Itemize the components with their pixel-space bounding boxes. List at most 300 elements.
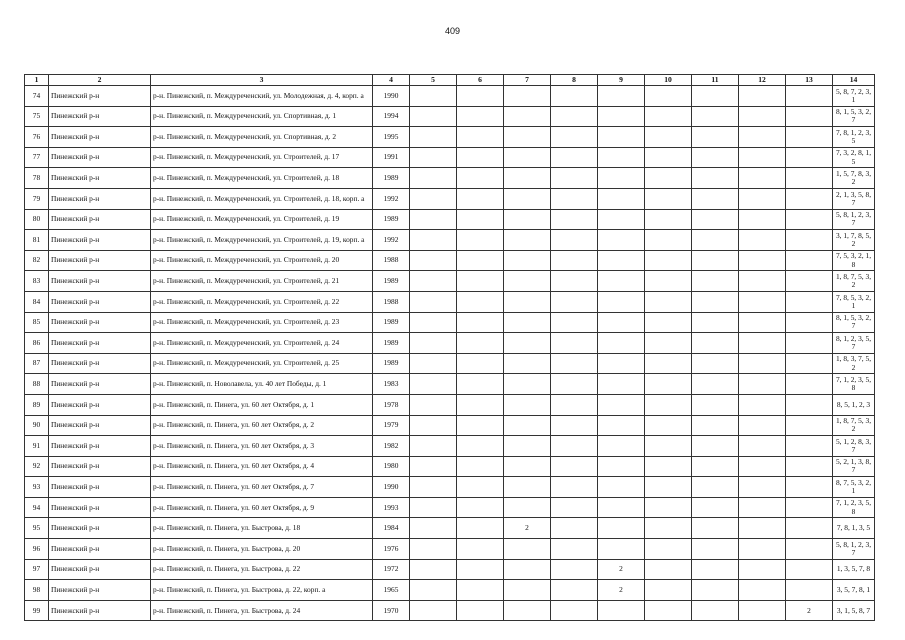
address-cell: р-н. Пинежский, п. Пинега, ул. 60 лет Октября, д. 9: [151, 497, 373, 518]
col-5-cell: [410, 106, 457, 127]
row-number-cell: 98: [25, 580, 49, 601]
col-8-cell: [551, 333, 598, 354]
col-10-cell: [645, 456, 692, 477]
col-10-cell: [645, 436, 692, 457]
district-cell: Пинежский р-н: [49, 415, 151, 436]
col-11-cell: [692, 291, 739, 312]
col-7-cell: [504, 127, 551, 148]
col-13-cell: [786, 271, 833, 292]
col-6-cell: [457, 456, 504, 477]
row-number-cell: 85: [25, 312, 49, 333]
row-number-cell: 99: [25, 600, 49, 621]
col-6-cell: [457, 539, 504, 560]
col-11-cell: [692, 374, 739, 395]
address-cell: р-н. Пинежский, п. Пинега, ул. Быстрова, д. 22, корп. а: [151, 580, 373, 601]
col-12-cell: [739, 374, 786, 395]
district-cell: Пинежский р-н: [49, 312, 151, 333]
col-11-cell: [692, 394, 739, 415]
col-10-cell: [645, 209, 692, 230]
col-14-cell: 5, 8, 1, 2, 3, 7: [833, 539, 875, 560]
col-9-cell: [598, 127, 645, 148]
col-10-cell: [645, 559, 692, 580]
column-header: 13: [786, 75, 833, 86]
year-cell: 1989: [373, 271, 410, 292]
col-9-cell: [598, 168, 645, 189]
col-12-cell: [739, 271, 786, 292]
col-5-cell: [410, 86, 457, 107]
table-body: [25, 86, 875, 621]
col-10-cell: [645, 394, 692, 415]
district-cell: Пинежский р-н: [49, 456, 151, 477]
year-cell: 1983: [373, 374, 410, 395]
col-9-cell: [598, 106, 645, 127]
year-cell: 1994: [373, 106, 410, 127]
col-8-cell: [551, 209, 598, 230]
column-header: 4: [373, 75, 410, 86]
col-9-cell: [598, 271, 645, 292]
col-7-cell: [504, 559, 551, 580]
col-10-cell: [645, 477, 692, 498]
year-cell: 1965: [373, 580, 410, 601]
address-cell: р-н. Пинежский, п. Междуреченский, ул. Спортивная, д. 2: [151, 127, 373, 148]
year-cell: 1988: [373, 250, 410, 271]
district-cell: Пинежский р-н: [49, 394, 151, 415]
column-header: 6: [457, 75, 504, 86]
col-10-cell: [645, 600, 692, 621]
address-cell: р-н. Пинежский, п. Пинега, ул. 60 лет Октября, д. 3: [151, 436, 373, 457]
col-10-cell: [645, 250, 692, 271]
col-11-cell: [692, 230, 739, 251]
col-8-cell: [551, 168, 598, 189]
col-6-cell: [457, 580, 504, 601]
col-11-cell: [692, 415, 739, 436]
table-row: [25, 291, 875, 312]
table-row: [25, 415, 875, 436]
col-10-cell: [645, 518, 692, 539]
address-cell: р-н. Пинежский, п. Междуреченский, ул. Строителей, д. 25: [151, 353, 373, 374]
year-cell: 1988: [373, 291, 410, 312]
column-header: 3: [151, 75, 373, 86]
col-13-cell: [786, 250, 833, 271]
col-6-cell: [457, 374, 504, 395]
col-14-cell: 8, 5, 1, 2, 3: [833, 394, 875, 415]
col-14-cell: 7, 8, 1, 3, 5: [833, 518, 875, 539]
housing-registry-table: [24, 74, 875, 621]
col-13-cell: [786, 456, 833, 477]
address-cell: р-н. Пинежский, п. Междуреченский, ул. Строителей, д. 21: [151, 271, 373, 292]
col-14-cell: 7, 8, 1, 2, 3, 5: [833, 127, 875, 148]
col-14-cell: 8, 1, 5, 3, 2, 7: [833, 312, 875, 333]
row-number-cell: 75: [25, 106, 49, 127]
col-13-cell: [786, 580, 833, 601]
col-12-cell: [739, 415, 786, 436]
row-number-cell: 94: [25, 497, 49, 518]
table-row: [25, 518, 875, 539]
table-row: [25, 127, 875, 148]
col-5-cell: [410, 580, 457, 601]
col-8-cell: [551, 106, 598, 127]
col-13-cell: [786, 497, 833, 518]
col-7-cell: [504, 436, 551, 457]
col-13-cell: [786, 209, 833, 230]
year-cell: 1979: [373, 415, 410, 436]
col-14-cell: 1, 8, 3, 7, 5, 2: [833, 353, 875, 374]
col-5-cell: [410, 559, 457, 580]
col-5-cell: [410, 539, 457, 560]
table-row: [25, 477, 875, 498]
col-12-cell: [739, 539, 786, 560]
district-cell: Пинежский р-н: [49, 147, 151, 168]
col-12-cell: [739, 600, 786, 621]
col-7-cell: [504, 147, 551, 168]
col-14-cell: 8, 1, 2, 3, 5, 7: [833, 333, 875, 354]
col-8-cell: [551, 559, 598, 580]
table-row: [25, 312, 875, 333]
table-row: [25, 353, 875, 374]
col-6-cell: [457, 127, 504, 148]
address-cell: р-н. Пинежский, п. Междуреченский, ул. Строителей, д. 24: [151, 333, 373, 354]
row-number-cell: 87: [25, 353, 49, 374]
col-6-cell: [457, 271, 504, 292]
col-5-cell: [410, 250, 457, 271]
col-14-cell: 8, 1, 5, 3, 2, 7: [833, 106, 875, 127]
col-6-cell: [457, 106, 504, 127]
col-6-cell: [457, 477, 504, 498]
address-cell: р-н. Пинежский, п. Междуреченский, ул. Строителей, д. 18, корп. а: [151, 188, 373, 209]
address-cell: р-н. Пинежский, п. Междуреченский, ул. Строителей, д. 19: [151, 209, 373, 230]
col-9-cell: [598, 250, 645, 271]
col-14-cell: 7, 3, 2, 8, 1, 5: [833, 147, 875, 168]
col-7-cell: [504, 394, 551, 415]
col-13-cell: [786, 312, 833, 333]
col-6-cell: [457, 209, 504, 230]
col-10-cell: [645, 230, 692, 251]
address-cell: р-н. Пинежский, п. Пинега, ул. 60 лет Октября, д. 1: [151, 394, 373, 415]
district-cell: Пинежский р-н: [49, 106, 151, 127]
district-cell: Пинежский р-н: [49, 127, 151, 148]
col-6-cell: [457, 518, 504, 539]
col-7-cell: [504, 600, 551, 621]
col-7-cell: [504, 580, 551, 601]
address-cell: р-н. Пинежский, п. Новолавела, ул. 40 лет Победы, д. 1: [151, 374, 373, 395]
address-cell: р-н. Пинежский, п. Междуреченский, ул. Строителей, д. 22: [151, 291, 373, 312]
col-6-cell: [457, 147, 504, 168]
row-number-cell: 86: [25, 333, 49, 354]
col-9-cell: [598, 353, 645, 374]
col-10-cell: [645, 106, 692, 127]
col-7-cell: [504, 497, 551, 518]
col-12-cell: [739, 497, 786, 518]
col-5-cell: [410, 477, 457, 498]
col-11-cell: [692, 188, 739, 209]
col-14-cell: 7, 1, 2, 3, 5, 8: [833, 374, 875, 395]
district-cell: Пинежский р-н: [49, 436, 151, 457]
col-6-cell: [457, 188, 504, 209]
col-14-cell: 5, 1, 2, 8, 3, 7: [833, 436, 875, 457]
col-10-cell: [645, 291, 692, 312]
row-number-cell: 93: [25, 477, 49, 498]
col-9-cell: [598, 147, 645, 168]
district-cell: Пинежский р-н: [49, 353, 151, 374]
col-6-cell: [457, 86, 504, 107]
table-row: [25, 497, 875, 518]
table-row: [25, 456, 875, 477]
col-8-cell: [551, 456, 598, 477]
table-row: [25, 250, 875, 271]
row-number-cell: 89: [25, 394, 49, 415]
col-12-cell: [739, 127, 786, 148]
col-6-cell: [457, 312, 504, 333]
col-7-cell: [504, 86, 551, 107]
col-14-cell: 7, 5, 3, 2, 1, 8: [833, 250, 875, 271]
col-7-cell: [504, 230, 551, 251]
col-5-cell: [410, 188, 457, 209]
col-11-cell: [692, 456, 739, 477]
col-7-cell: [504, 250, 551, 271]
col-8-cell: [551, 271, 598, 292]
col-5-cell: [410, 518, 457, 539]
table-row: [25, 600, 875, 621]
col-11-cell: [692, 539, 739, 560]
row-number-cell: 76: [25, 127, 49, 148]
col-13-cell: [786, 127, 833, 148]
col-11-cell: [692, 271, 739, 292]
address-cell: р-н. Пинежский, п. Междуреченский, ул. Строителей, д. 17: [151, 147, 373, 168]
row-number-cell: 80: [25, 209, 49, 230]
col-10-cell: [645, 415, 692, 436]
col-14-cell: 8, 7, 5, 3, 2, 1: [833, 477, 875, 498]
column-header: 11: [692, 75, 739, 86]
col-8-cell: [551, 147, 598, 168]
col-7-cell: [504, 188, 551, 209]
col-12-cell: [739, 291, 786, 312]
district-cell: Пинежский р-н: [49, 333, 151, 354]
column-header: 14: [833, 75, 875, 86]
col-12-cell: [739, 86, 786, 107]
col-11-cell: [692, 497, 739, 518]
col-8-cell: [551, 291, 598, 312]
col-14-cell: 7, 8, 5, 3, 2, 1: [833, 291, 875, 312]
col-9-cell: [598, 188, 645, 209]
table-row: [25, 539, 875, 560]
col-8-cell: [551, 353, 598, 374]
col-5-cell: [410, 147, 457, 168]
address-cell: р-н. Пинежский, п. Междуреченский, ул. Спортивная, д. 1: [151, 106, 373, 127]
col-7-cell: [504, 271, 551, 292]
col-6-cell: [457, 353, 504, 374]
col-5-cell: [410, 333, 457, 354]
address-cell: р-н. Пинежский, п. Пинега, ул. Быстрова, д. 22: [151, 559, 373, 580]
row-number-cell: 88: [25, 374, 49, 395]
col-12-cell: [739, 168, 786, 189]
address-cell: р-н. Пинежский, п. Пинега, ул. Быстрова, д. 20: [151, 539, 373, 560]
row-number-cell: 74: [25, 86, 49, 107]
col-8-cell: [551, 394, 598, 415]
row-number-cell: 77: [25, 147, 49, 168]
district-cell: Пинежский р-н: [49, 271, 151, 292]
col-9-cell: 2: [598, 559, 645, 580]
col-7-cell: [504, 456, 551, 477]
col-11-cell: [692, 559, 739, 580]
col-12-cell: [739, 312, 786, 333]
col-7-cell: [504, 312, 551, 333]
column-header: 2: [49, 75, 151, 86]
col-11-cell: [692, 477, 739, 498]
col-5-cell: [410, 230, 457, 251]
address-cell: р-н. Пинежский, п. Междуреченский, ул. Молодежная, д. 4, корп. а: [151, 86, 373, 107]
col-10-cell: [645, 188, 692, 209]
col-14-cell: 1, 5, 7, 8, 3, 2: [833, 168, 875, 189]
col-8-cell: [551, 518, 598, 539]
col-12-cell: [739, 333, 786, 354]
col-8-cell: [551, 312, 598, 333]
column-header: 12: [739, 75, 786, 86]
col-13-cell: [786, 291, 833, 312]
col-13-cell: [786, 374, 833, 395]
year-cell: 1989: [373, 312, 410, 333]
col-13-cell: [786, 415, 833, 436]
col-9-cell: [598, 477, 645, 498]
col-5-cell: [410, 127, 457, 148]
col-14-cell: 1, 8, 7, 5, 3, 2: [833, 415, 875, 436]
col-12-cell: [739, 436, 786, 457]
col-9-cell: [598, 456, 645, 477]
col-12-cell: [739, 353, 786, 374]
col-9-cell: [598, 209, 645, 230]
col-8-cell: [551, 415, 598, 436]
col-11-cell: [692, 436, 739, 457]
address-cell: р-н. Пинежский, п. Пинега, ул. 60 лет Октября, д. 7: [151, 477, 373, 498]
col-13-cell: [786, 477, 833, 498]
col-11-cell: [692, 333, 739, 354]
col-14-cell: 5, 2, 1, 3, 8, 7: [833, 456, 875, 477]
year-cell: 1990: [373, 86, 410, 107]
col-14-cell: 7, 1, 2, 3, 5, 8: [833, 497, 875, 518]
row-number-cell: 96: [25, 539, 49, 560]
col-8-cell: [551, 497, 598, 518]
district-cell: Пинежский р-н: [49, 539, 151, 560]
col-13-cell: [786, 394, 833, 415]
col-7-cell: [504, 291, 551, 312]
col-11-cell: [692, 600, 739, 621]
col-14-cell: 2, 1, 3, 5, 8, 7: [833, 188, 875, 209]
column-header: 5: [410, 75, 457, 86]
col-5-cell: [410, 497, 457, 518]
col-9-cell: 2: [598, 580, 645, 601]
col-9-cell: [598, 518, 645, 539]
col-12-cell: [739, 394, 786, 415]
year-cell: 1991: [373, 147, 410, 168]
col-13-cell: [786, 436, 833, 457]
district-cell: Пинежский р-н: [49, 250, 151, 271]
col-7-cell: [504, 477, 551, 498]
table-row: [25, 147, 875, 168]
col-10-cell: [645, 353, 692, 374]
address-cell: р-н. Пинежский, п. Междуреченский, ул. Строителей, д. 18: [151, 168, 373, 189]
col-6-cell: [457, 394, 504, 415]
district-cell: Пинежский р-н: [49, 497, 151, 518]
table-row: [25, 209, 875, 230]
col-11-cell: [692, 312, 739, 333]
col-12-cell: [739, 188, 786, 209]
col-12-cell: [739, 456, 786, 477]
col-13-cell: [786, 147, 833, 168]
col-6-cell: [457, 250, 504, 271]
address-cell: р-н. Пинежский, п. Пинега, ул. 60 лет Октября, д. 4: [151, 456, 373, 477]
table-row: [25, 188, 875, 209]
col-7-cell: 2: [504, 518, 551, 539]
col-11-cell: [692, 127, 739, 148]
col-7-cell: [504, 209, 551, 230]
col-12-cell: [739, 230, 786, 251]
col-12-cell: [739, 209, 786, 230]
column-header: 9: [598, 75, 645, 86]
row-number-cell: 90: [25, 415, 49, 436]
col-13-cell: [786, 333, 833, 354]
col-10-cell: [645, 580, 692, 601]
year-cell: 1989: [373, 353, 410, 374]
col-9-cell: [598, 539, 645, 560]
year-cell: 1976: [373, 539, 410, 560]
district-cell: Пинежский р-н: [49, 168, 151, 189]
col-13-cell: [786, 86, 833, 107]
col-8-cell: [551, 600, 598, 621]
col-10-cell: [645, 147, 692, 168]
year-cell: 1990: [373, 477, 410, 498]
col-6-cell: [457, 168, 504, 189]
col-9-cell: [598, 497, 645, 518]
col-9-cell: [598, 230, 645, 251]
district-cell: Пинежский р-н: [49, 188, 151, 209]
col-8-cell: [551, 477, 598, 498]
table-row: [25, 168, 875, 189]
col-12-cell: [739, 250, 786, 271]
col-10-cell: [645, 312, 692, 333]
col-10-cell: [645, 539, 692, 560]
row-number-cell: 79: [25, 188, 49, 209]
col-7-cell: [504, 539, 551, 560]
district-cell: Пинежский р-н: [49, 209, 151, 230]
col-13-cell: [786, 559, 833, 580]
col-13-cell: [786, 230, 833, 251]
year-cell: 1978: [373, 394, 410, 415]
table-row: [25, 106, 875, 127]
col-13-cell: [786, 518, 833, 539]
row-number-cell: 83: [25, 271, 49, 292]
table-row: [25, 333, 875, 354]
column-header: 7: [504, 75, 551, 86]
col-5-cell: [410, 374, 457, 395]
col-11-cell: [692, 86, 739, 107]
col-6-cell: [457, 415, 504, 436]
col-9-cell: [598, 600, 645, 621]
year-cell: 1989: [373, 209, 410, 230]
table-row: [25, 559, 875, 580]
col-5-cell: [410, 168, 457, 189]
table-row: [25, 580, 875, 601]
col-8-cell: [551, 188, 598, 209]
column-header: 1: [25, 75, 49, 86]
district-cell: Пинежский р-н: [49, 580, 151, 601]
col-7-cell: [504, 168, 551, 189]
col-7-cell: [504, 415, 551, 436]
col-14-cell: 5, 8, 1, 2, 3, 7: [833, 209, 875, 230]
col-13-cell: [786, 106, 833, 127]
col-10-cell: [645, 374, 692, 395]
col-5-cell: [410, 600, 457, 621]
col-12-cell: [739, 477, 786, 498]
row-number-cell: 92: [25, 456, 49, 477]
